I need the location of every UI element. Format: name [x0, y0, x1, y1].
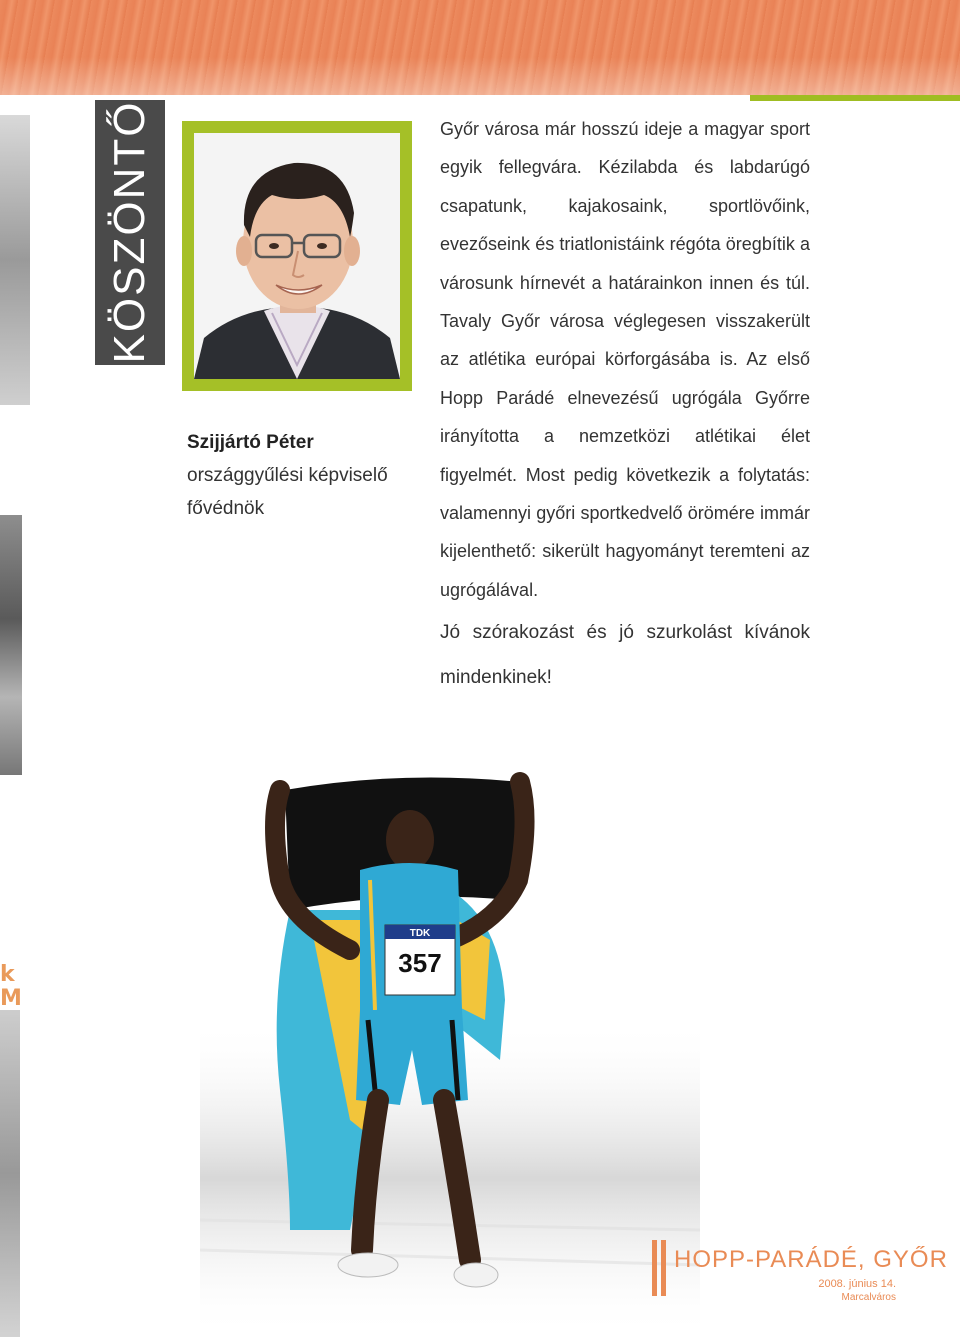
left-strip-letter: M [0, 986, 22, 1011]
roman-numeral-icon [650, 1240, 672, 1298]
logo-date: 2008. június 14. [818, 1278, 896, 1290]
greeting-body [440, 110, 810, 609]
left-photo-fragment [0, 515, 22, 775]
left-photo-fragment [0, 1010, 20, 1337]
portrait-photo [194, 133, 400, 379]
left-strip-letter: k [0, 962, 15, 987]
body-paragraph: Győr városa már hosszú ideje a magyar sport egyik fellegvára. Kézilabda és labdarúgó csapatunk, kajakosaink, sportlövőink, evezőseink és triatlonistáink régóta öregbítik a városunk hírnevét a határainkon innen és túl. Tavaly Győr városa véglegesen visszakerült az atlétika európai körforgásába is. Az első Hopp Parádé elnevezésű ugrógála Győrre irányította a nemzetközi atlétikai élet figyelmét. Most pedig következik a folytatás: valamennyi győri sportkedvelő örömére immár kijelenthető: sikerült hagyományt teremteni az ugrógálával. [440, 119, 810, 600]
person-role: országgyűlési képviselő [187, 465, 388, 486]
athlete-photo [200, 760, 700, 1337]
person-caption [187, 426, 407, 525]
section-title: KÖSZÖNTŐ [105, 100, 154, 364]
top-accent-line [750, 95, 960, 101]
logo-title: HOPP-PARÁDÉ, GYŐR [674, 1246, 948, 1273]
person-name: Szijjártó Péter [187, 432, 314, 453]
portrait-frame [182, 121, 412, 391]
bib-number: 357 [398, 948, 442, 978]
closing-line-1: Jó szórakozást és jó szurkolást kívánok [440, 622, 810, 643]
event-logo [650, 1240, 948, 1310]
left-photo-fragment [0, 115, 30, 405]
top-banner [0, 0, 960, 95]
closing-line-2: mindenkinek! [440, 667, 552, 688]
logo-place: Marcalváros [841, 1292, 896, 1303]
closing-text [440, 610, 810, 700]
bib-sponsor: TDK [409, 928, 431, 939]
person-title: fővédnök [187, 498, 265, 519]
